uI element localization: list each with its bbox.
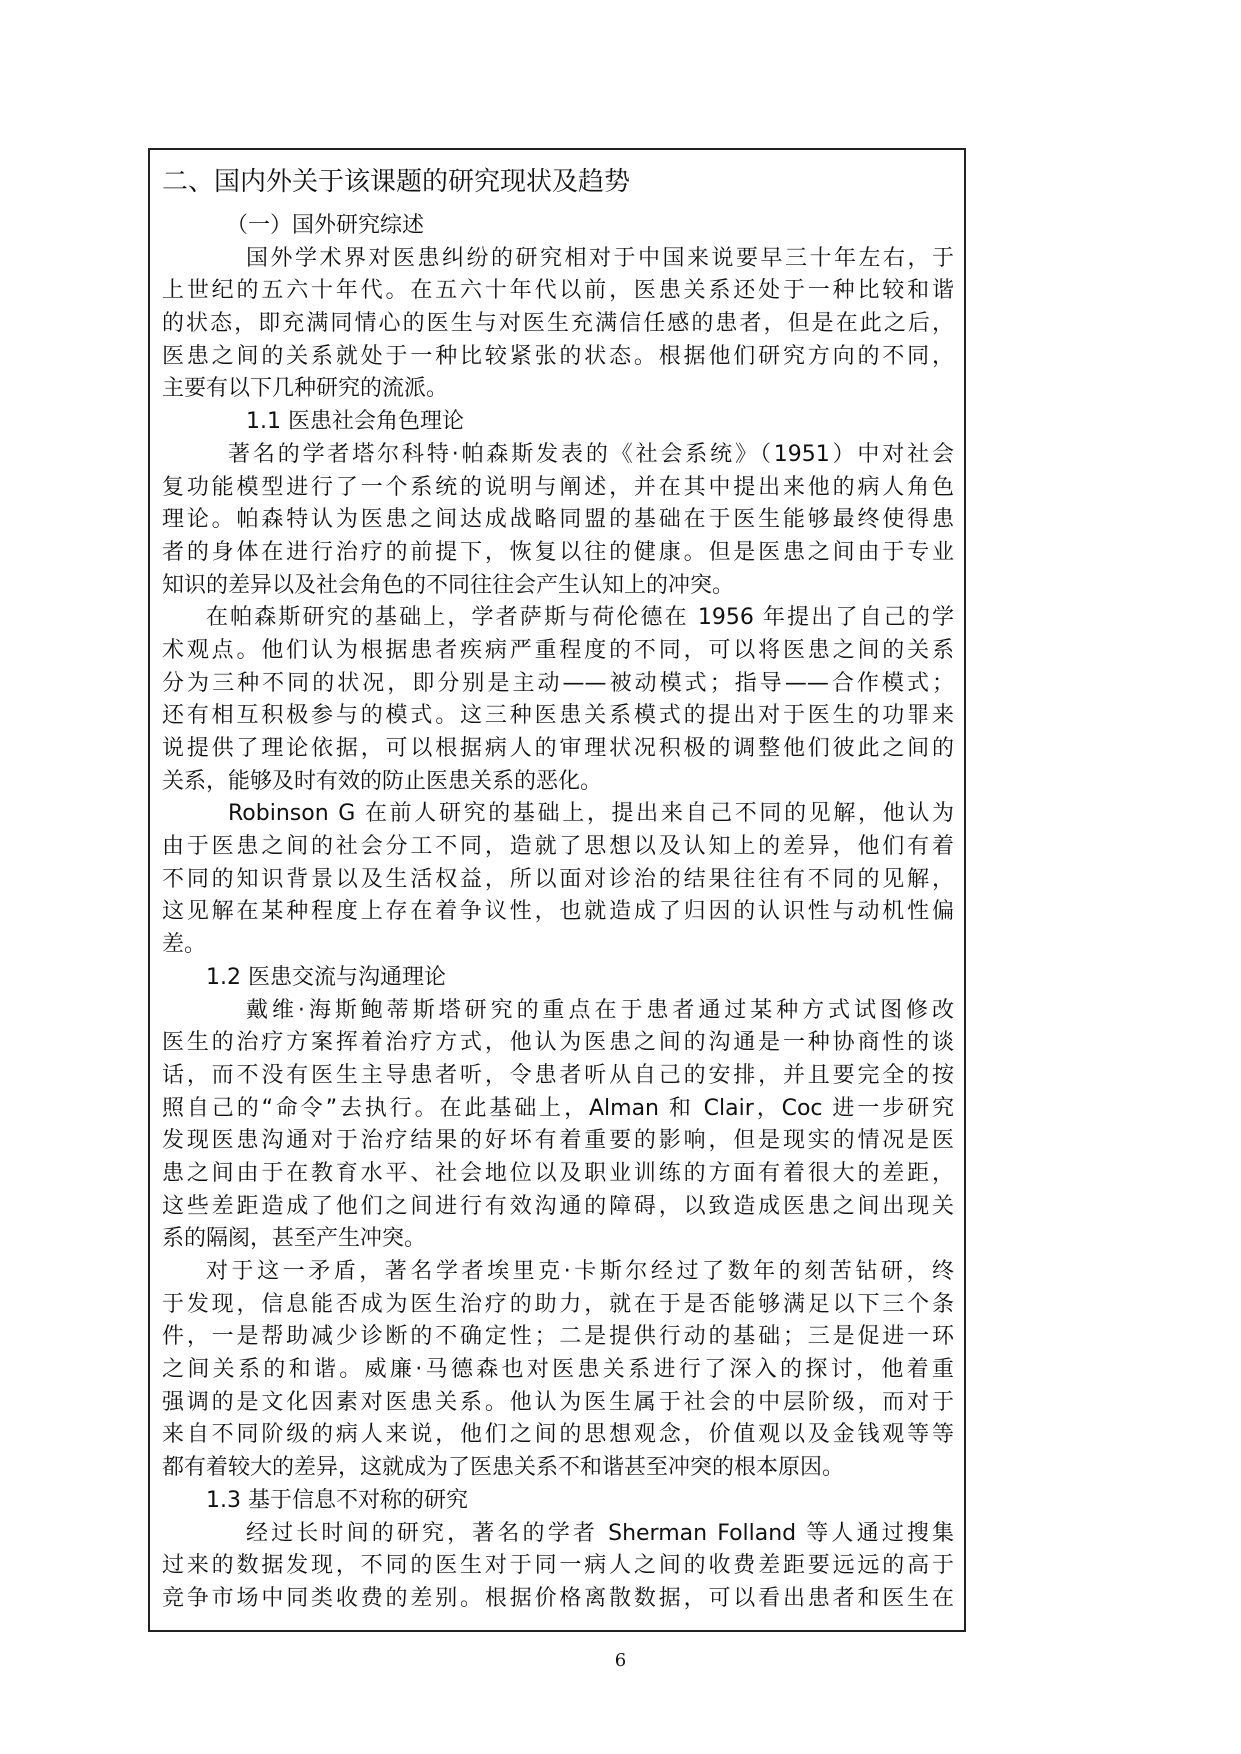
subheading: 1.3 基于信息不对称的研究 [206, 1487, 468, 1513]
text-line: 上世纪的五六十年代。在五六十年代以前，医患关系还处于一种比较和谐 [162, 278, 954, 304]
text-line: 由于医患之间的社会分工不同，造就了思想以及认知上的差异，他们有着 [162, 834, 954, 860]
text-line: 强调的是文化因素对医患关系。他认为医生属于社会的中层阶级，而对于 [162, 1389, 954, 1415]
text-line: 者的身体在进行治疗的前提下，恢复以往的健康。但是医患之间由于专业 [162, 539, 954, 565]
text-line: 经过长时间的研究，著名的学者 Sherman Folland 等人通过搜集 [246, 1520, 954, 1546]
text-line: 分为三种不同的状况，即分别是主动——被动模式；指导——合作模式； [162, 670, 954, 696]
text-line: 医生的治疗方案挥着治疗方式，他认为医患之间的沟通是一种协商性的谈 [162, 1030, 954, 1056]
text-line: 说提供了理论依据，可以根据病人的审理状况积极的调整他们彼此之间的 [162, 736, 954, 761]
text-line: 不同的知识背景以及生活权益，所以面对诊治的结果往往有不同的见解， [162, 866, 954, 892]
text-line: Robinson G 在前人研究的基础上，提出来自己不同的见解，他认为 [228, 801, 954, 827]
text-line: 关系，能够及时有效的防止医患关系的恶化。 [162, 768, 603, 794]
text-line: 于发现，信息能否成为医生治疗的助力，就在于是否能够满足以下三个条 [162, 1291, 954, 1317]
text-line: 话，而不没有医生主导患者听，令患者听从自己的安排，并且要完全的按 [162, 1062, 954, 1088]
section-title: 二、国内外关于该课题的研究现状及趋势 [162, 167, 631, 197]
text-line: 患之间由于在教育水平、社会地位以及职业训练的方面有着很大的差距， [162, 1160, 954, 1186]
text-line: 系的隔阂，甚至产生冲突。 [162, 1226, 427, 1252]
text-line: 国外学术界对医患纠纷的研究相对于中国来说要早三十年左右，于 [246, 245, 954, 271]
page-number: 6 [614, 1650, 627, 1671]
text-line: 复功能模型进行了一个系统的说明与阐述，并在其中提出来他的病人角色 [162, 474, 954, 500]
text-line: 著名的学者塔尔科特·帕森斯发表的《社会系统》（1951）中对社会 [228, 441, 954, 467]
document-frame [148, 148, 966, 1632]
text-line: 对于这一矛盾，著名学者埃里克·卡斯尔经过了数年的刻苦钻研，终 [206, 1259, 954, 1284]
subheading: 1.1 医患社会角色理论 [246, 409, 464, 435]
text-line: 竞争市场中同类收费的差别。根据价格离散数据，可以看出患者和医生在 [162, 1585, 954, 1611]
text-line: 过来的数据发现，不同的医生对于同一病人之间的收费差距要远远的高于 [162, 1553, 954, 1579]
text-line: 件，一是帮助减少诊断的不确定性；二是提供行动的基础；三是促进一环 [162, 1324, 954, 1350]
text-line: 发现医患沟通对于治疗结果的好坏有着重要的影响，但是现实的情况是医 [162, 1128, 954, 1154]
text-line: 都有着较大的差异，这就成为了医患关系不和谐甚至冲突的根本原因。 [162, 1455, 845, 1481]
document-content [162, 162, 954, 1616]
text-line: 来自不同阶级的病人来说，他们之间的思想观念，价值观以及金钱观等等 [162, 1422, 954, 1448]
text-line: 知识的差异以及社会角色的不同往往会产生认知上的冲突。 [162, 572, 735, 598]
subsection-title: （一）国外研究综述 [226, 213, 425, 238]
text-line: 照自己的“命令”去执行。在此基础上，Alman 和 Clair，Coc 进一步研究 [162, 1095, 954, 1121]
text-line: 这些差距造成了他们之间进行有效沟通的障碍，以致造成医患之间出现关 [162, 1193, 954, 1219]
text-line: 在帕森斯研究的基础上，学者萨斯与荷伦德在 1956 年提出了自己的学 [206, 605, 954, 631]
text-line: 理论。帕森特认为医患之间达成战略同盟的基础在于医生能够最终使得患 [162, 507, 954, 533]
text-line: 这见解在某种程度上存在着争议性，也就造成了归因的认识性与动机性偏 [162, 899, 954, 925]
text-line: 术观点。他们认为根据患者疾病严重程度的不同，可以将医患之间的关系 [162, 637, 954, 663]
text-line: 差。 [162, 932, 207, 958]
text-line: 主要有以下几种研究的流派。 [162, 376, 449, 402]
text-line: 之间关系的和谐。威廉·马德森也对医患关系进行了深入的探讨，他着重 [162, 1357, 954, 1383]
body-text [162, 243, 954, 1616]
text-line: 医患之间的关系就处于一种比较紧张的状态。根据他们研究方向的不同， [162, 343, 954, 369]
text-line: 还有相互积极参与的模式。这三种医患关系模式的提出对于医生的功罪来 [162, 703, 954, 729]
text-line: 戴维·海斯鲍蒂斯塔研究的重点在于患者通过某种方式试图修改 [246, 997, 954, 1023]
subheading: 1.2 医患交流与沟通理论 [206, 964, 446, 990]
text-line: 的状态，即充满同情心的医生与对医生充满信任感的患者，但是在此之后， [162, 311, 954, 337]
